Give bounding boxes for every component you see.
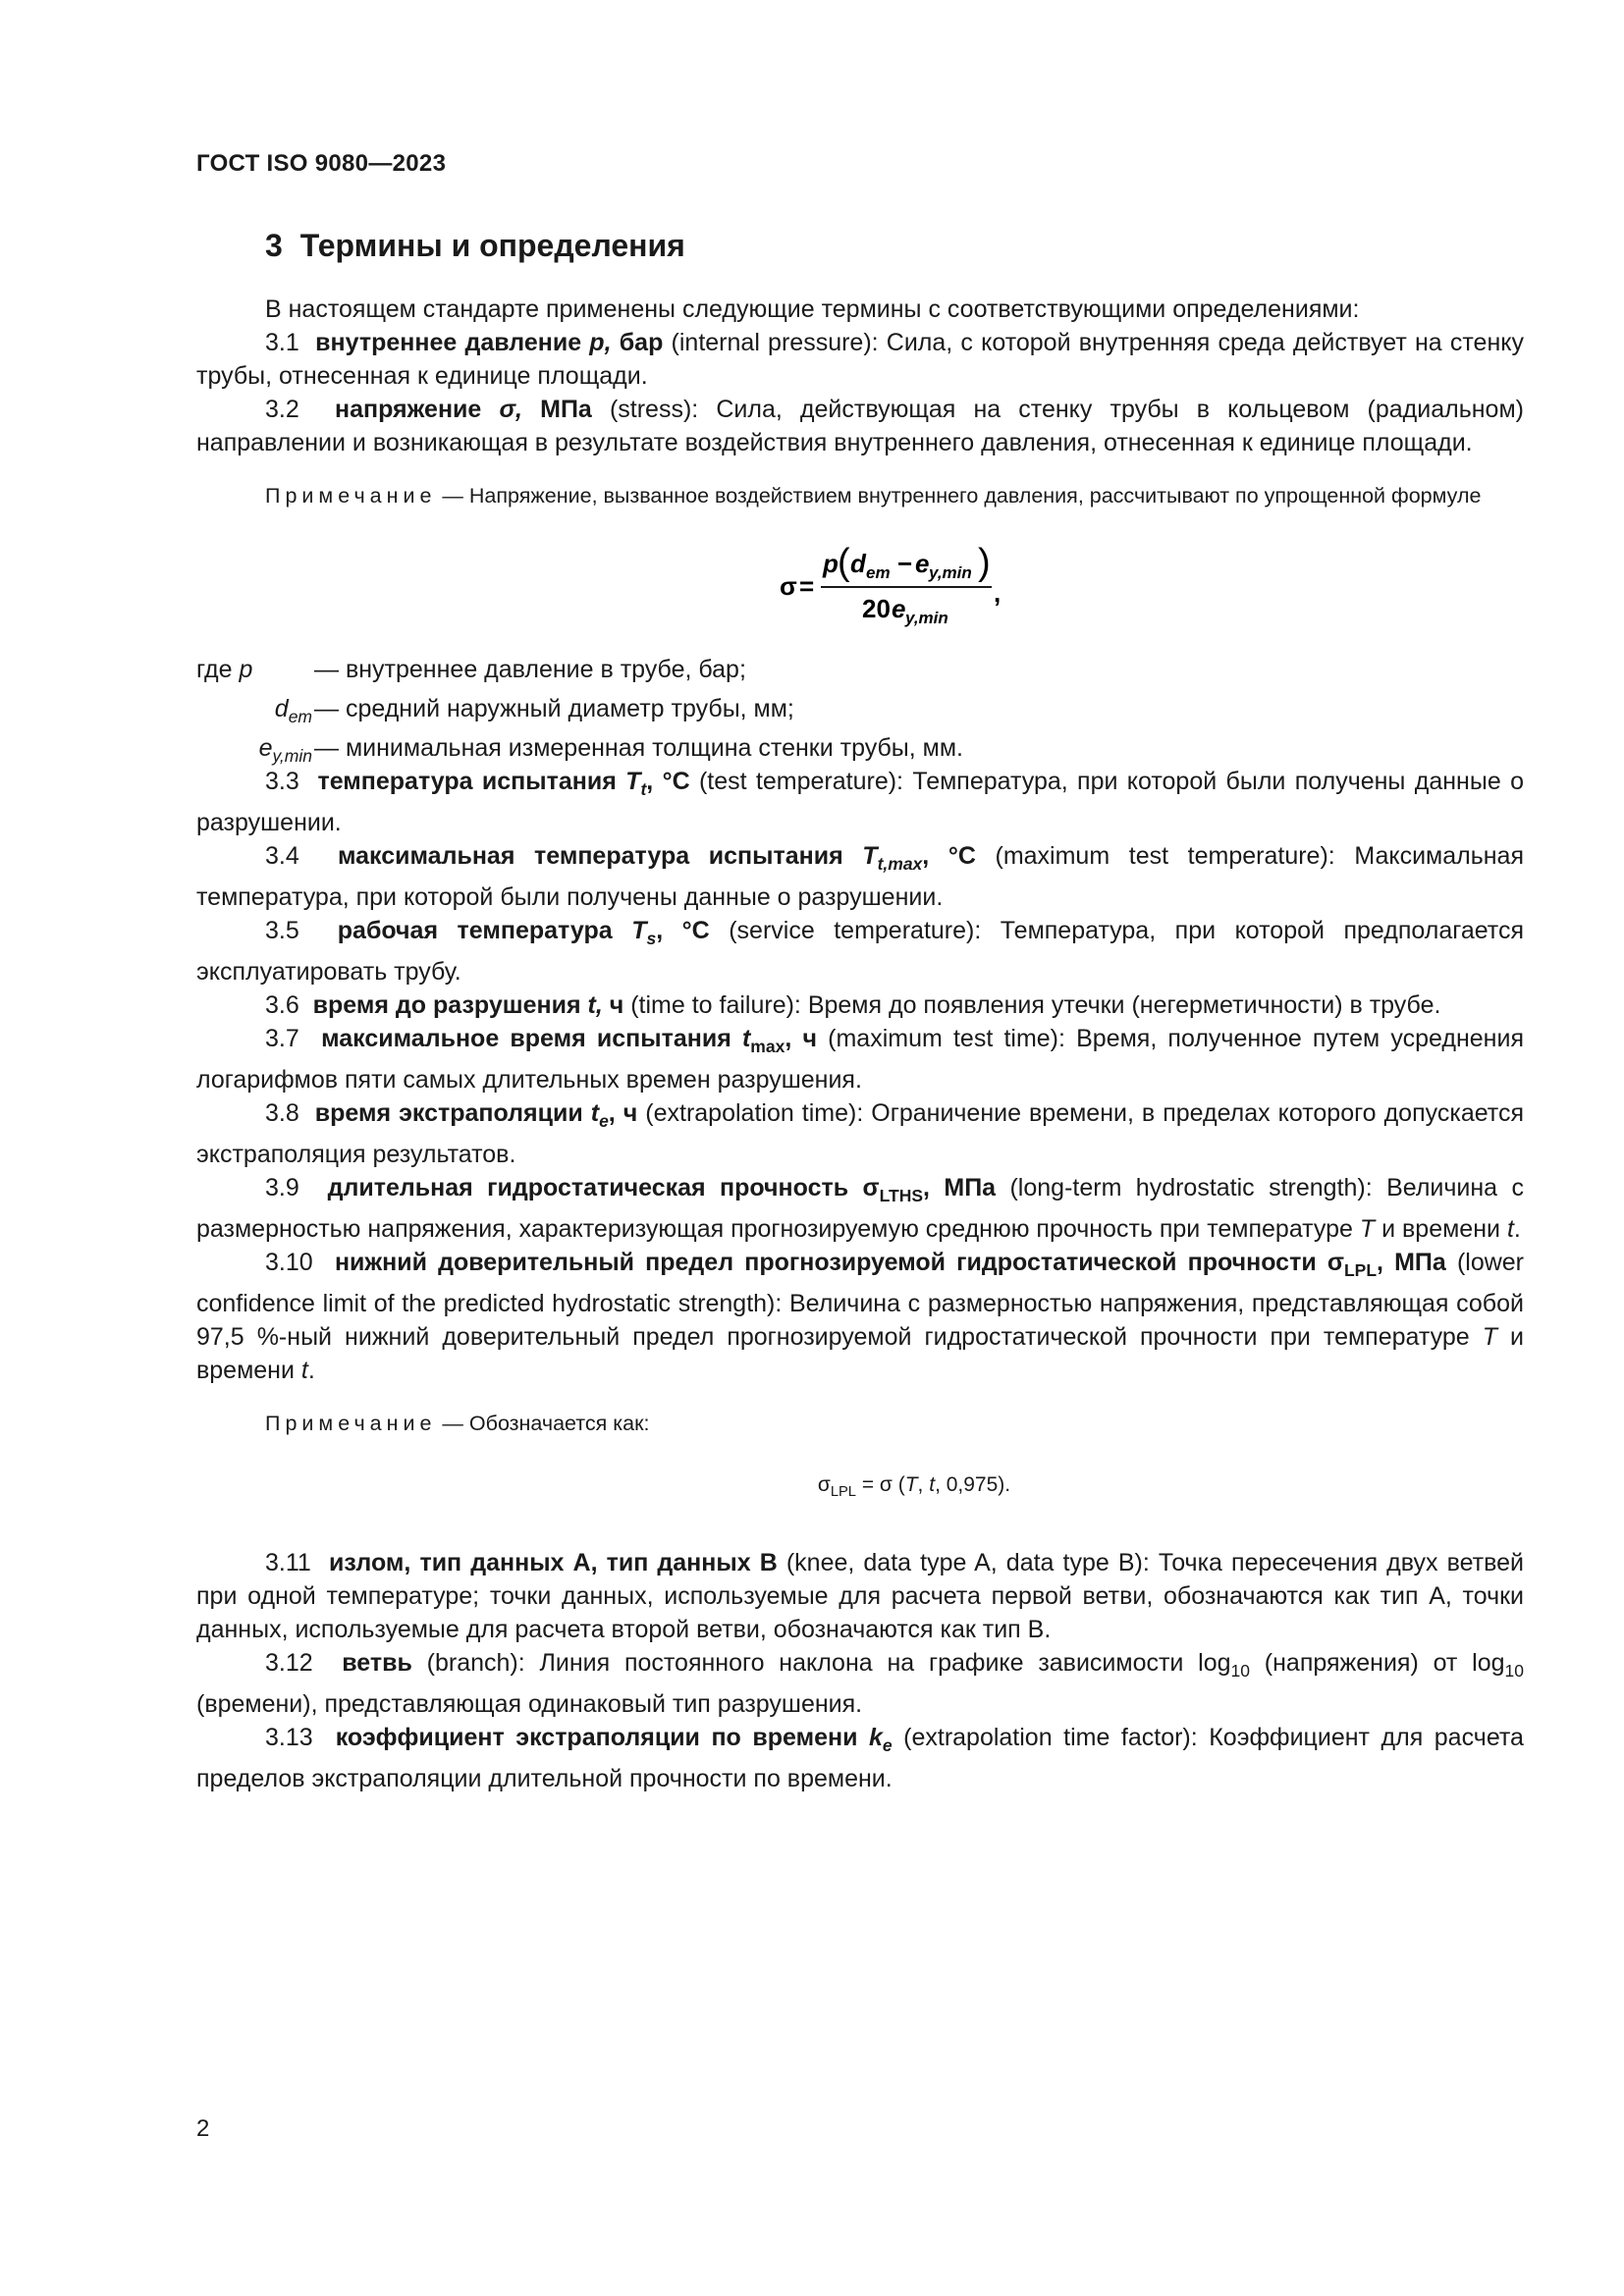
formula-minus: − <box>897 549 913 578</box>
term-3-7: 3.7 максимальное время испытания $t_{max}$, ч (maximum test time): Время, полученное путем усреднения логарифмов пяти самых длительных времен разрушения. <box>196 1025 1524 1094</box>
formula-right-paren: ) <box>978 542 991 583</box>
sigma-lpl-formula: $\sigma_{LPL} = \sigma$ (T, t, 0,975). <box>817 1473 1011 1501</box>
page-body <box>196 226 1524 1795</box>
term-3-6: 3.6 время до разрушения t, ч (time to failure): Время до появления утечки (негерметичности) в трубе. <box>265 991 1441 1019</box>
section-title: Термины и определения <box>299 228 685 263</box>
formula-lhs: σ <box>780 571 797 601</box>
formula-d: d <box>850 549 866 578</box>
formula-eq: = <box>799 571 815 601</box>
where-row-d: $d_{em}$ — средний наружный диаметр трубы, мм; <box>274 695 794 726</box>
note-label: Примечание <box>265 1412 437 1435</box>
term-3-13: 3.13 коэффициент экстраполяции по времени $k_e$ (extrapolation time factor): Коэффициент для расчета пределов экстраполяции длительной прочности по времени. <box>196 1724 1524 1793</box>
term-3-1: 3.1 внутреннее давление p, бар (internal pressure): Сила, с которой внутренняя среда действует на стенку трубы, отнесенная к единице площади. <box>196 329 1524 390</box>
where-row-p: где p — внутреннее давление в трубе, бар; <box>196 656 746 683</box>
document-header: ГОСТ ISO 9080—2023 <box>196 150 447 177</box>
term-3-5: 3.5 рабочая температура $T_s$, °С (service temperature): Температура, при которой предполагается эксплуатировать трубу. <box>196 917 1525 986</box>
term-3-8: 3.8 время экстраполяции $t_e$, ч (extrapolation time): Ограничение времени, в пределах которого допускается экстраполяция результатов. <box>196 1099 1525 1168</box>
term-3-2: 3.2 напряжение σ, МПа (stress): Сила, действующая на стенку трубы в кольцевом (радиальном) направлении и возникающая в результате воздействия внутреннего давления, отнесенная к единице площади. <box>196 396 1524 456</box>
term-3-3: 3.3 температура испытания $T_t$, °С (test temperature): Температура, при которой были получены данные о разрушении. <box>196 768 1524 836</box>
page-number: 2 <box>196 2115 210 2142</box>
term-3-4: 3.4 максимальная температура испытания $T_{t,max}$, °С (maximum test temperature): Максимальная температура, при которой были получены данные о разрушении. <box>196 842 1524 911</box>
formula-left-paren: ( <box>838 542 850 583</box>
section-number: 3 <box>265 228 283 263</box>
term-3-9: 3.9 длительная гидростатическая прочность $\sigma_{LTHS}$, МПа (long-term hydrostatic strength): Величина с размерностью напряжения, характеризующая прогнозируемую среднюю прочность при температуре T и времени t. <box>196 1174 1524 1243</box>
formula-d-sub: em <box>866 563 891 582</box>
note-sigma-lpl: Примечание — Обозначается как: <box>265 1412 650 1435</box>
where-list <box>196 653 1524 765</box>
term-3-10: 3.10 нижний доверительный предел прогнозируемой гидростатической прочности $\sigma_{LPL}$, МПа (lower confidence limit of the predicted hydrostatic strength): Величина с размерностью напряжения, представляющая собой 97,5 %-ный нижний доверительный предел прогнозируемой гидростатической прочности при температуре T и времени t. <box>196 1249 1525 1384</box>
formula-p: p <box>823 549 839 578</box>
section-heading <box>196 226 1524 265</box>
intro-paragraph: В настоящем стандарте применены следующие термины с соответствующими определениями: <box>265 295 1360 323</box>
where-row-e: $e_{y,min}$ — минимальная измеренная толщина стенки трубы, мм. <box>258 734 963 766</box>
note-label: Примечание <box>265 484 437 507</box>
formula-comma: , <box>994 578 1001 608</box>
term-3-11: 3.11 излом, тип данных А, тип данных В (knee, data type A, data type B): Точка пересечения двух ветвей при одной температуре; точки данных, используемые для расчета первой ветви, обозначаются как тип А, точки данных, используемые для расчета второй ветви, обозначаются как тип В. <box>196 1549 1524 1644</box>
stress-formula-svg <box>772 541 1047 631</box>
note-stress-formula: Примечание — Напряжение, вызванное воздействием внутреннего давления, рассчитывают по упрощенной формуле <box>265 484 1482 507</box>
formula-den-coef: 20 <box>862 594 891 623</box>
formula-den-e-sub: y,min <box>905 609 948 627</box>
formula-den-e: e <box>892 594 906 623</box>
formula-e-sub: y,min <box>929 563 972 582</box>
formula-e: e <box>915 549 930 578</box>
term-3-12: 3.12 ветвь (branch): Линия постоянного наклона на графике зависимости $\log_{10}$ (напряжения) от $\log_{10}$ (времени), представляющая одинаковый тип разрушения. <box>196 1649 1524 1719</box>
stress-formula <box>196 541 1524 631</box>
